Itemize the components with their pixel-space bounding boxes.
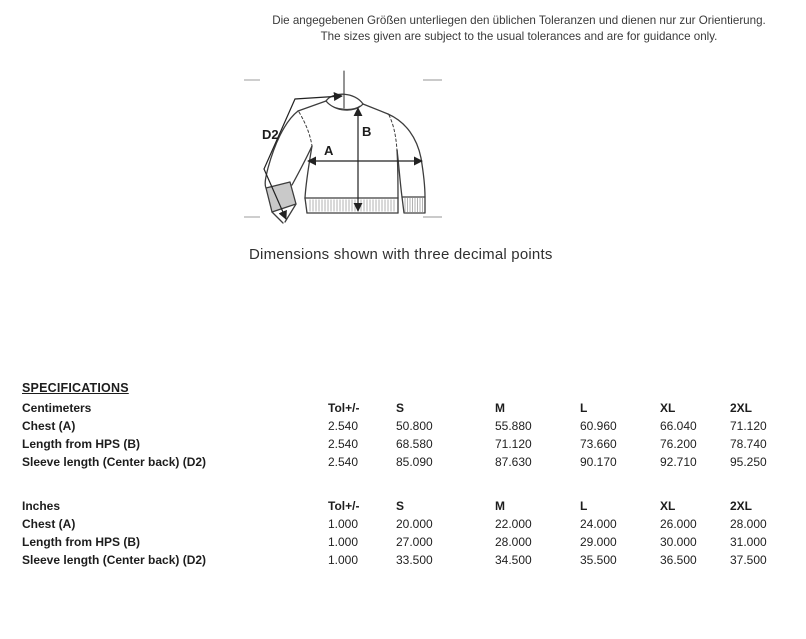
label-d2: D2 [262, 127, 279, 142]
row-label: Chest (A) [22, 517, 76, 531]
cell-value: 35.500 [580, 553, 617, 567]
cell-value: 33.500 [396, 553, 433, 567]
row-label: Length from HPS (B) [22, 535, 140, 549]
cell-value: 2.540 [328, 455, 359, 469]
col-header: M [495, 499, 505, 513]
cell-value: 2.540 [328, 419, 359, 433]
cell-value: 60.960 [580, 419, 617, 433]
spec-table-centimeters [22, 399, 806, 471]
sweatshirt-diagram [236, 66, 462, 226]
cell-value: 29.000 [580, 535, 617, 549]
col-header: XL [660, 499, 676, 513]
cell-value: 1.000 [328, 517, 359, 531]
col-header: 2XL [730, 401, 753, 415]
specifications-title: SPECIFICATIONS [22, 381, 129, 395]
tolerance-note-de: Die angegebenen Größen unterliegen den üblichen Toleranzen und dienen nur zur Orientierung. [272, 14, 766, 27]
diagram-caption: Dimensions shown with three decimal points [249, 246, 553, 263]
col-header: S [396, 499, 405, 513]
left-shoulder [298, 101, 326, 111]
unit-label: Centimeters [22, 401, 92, 415]
cell-value: 36.500 [660, 553, 697, 567]
row-label: Sleeve length (Center back) (D2) [22, 455, 207, 469]
cell-value: 73.660 [580, 437, 617, 451]
cell-value: 78.740 [730, 437, 767, 451]
cell-value: 24.000 [580, 517, 617, 531]
cell-value: 20.000 [396, 517, 433, 531]
garment-outline [265, 71, 425, 223]
cuff-ribbing [405, 198, 423, 212]
col-header: L [580, 499, 588, 513]
cell-value: 27.000 [396, 535, 433, 549]
col-header: L [580, 401, 588, 415]
cell-value: 1.000 [328, 535, 359, 549]
row-label: Sleeve length (Center back) (D2) [22, 553, 207, 567]
cell-value: 92.710 [660, 455, 697, 469]
label-b: B [362, 124, 372, 139]
cell-value: 71.120 [495, 437, 532, 451]
sweatshirt-diagram-svg [236, 66, 462, 226]
spec-table-inches [22, 497, 806, 569]
col-header: 2XL [730, 499, 753, 513]
cell-value: 34.500 [495, 553, 532, 567]
row-label: Length from HPS (B) [22, 437, 140, 451]
cell-value: 37.500 [730, 553, 767, 567]
cell-value: 28.000 [730, 517, 767, 531]
cell-value: 30.000 [660, 535, 697, 549]
hem-ribbing [310, 200, 394, 212]
cell-value: 50.800 [396, 419, 433, 433]
tolerance-note [230, 13, 806, 45]
col-header: Tol+/- [328, 401, 360, 415]
unit-label: Inches [22, 499, 61, 513]
col-header: Tol+/- [328, 499, 360, 513]
col-header: XL [660, 401, 676, 415]
cell-value: 55.880 [495, 419, 532, 433]
cell-value: 76.200 [660, 437, 697, 451]
cell-value: 87.630 [495, 455, 532, 469]
cell-value: 71.120 [730, 419, 767, 433]
cell-value: 26.000 [660, 517, 697, 531]
cell-value: 68.580 [396, 437, 433, 451]
cell-value: 2.540 [328, 437, 359, 451]
cell-value: 85.090 [396, 455, 433, 469]
cell-value: 95.250 [730, 455, 767, 469]
col-header: M [495, 401, 505, 415]
label-a: A [324, 143, 334, 158]
row-label: Chest (A) [22, 419, 76, 433]
right-shoulder [363, 104, 388, 114]
col-header: S [396, 401, 405, 415]
cell-value: 90.170 [580, 455, 617, 469]
cell-value: 1.000 [328, 553, 359, 567]
cell-value: 66.040 [660, 419, 697, 433]
cell-value: 22.000 [495, 517, 532, 531]
tolerance-note-en: The sizes given are subject to the usual tolerances and are for guidance only. [320, 30, 718, 43]
cell-value: 28.000 [495, 535, 532, 549]
cell-value: 31.000 [730, 535, 767, 549]
